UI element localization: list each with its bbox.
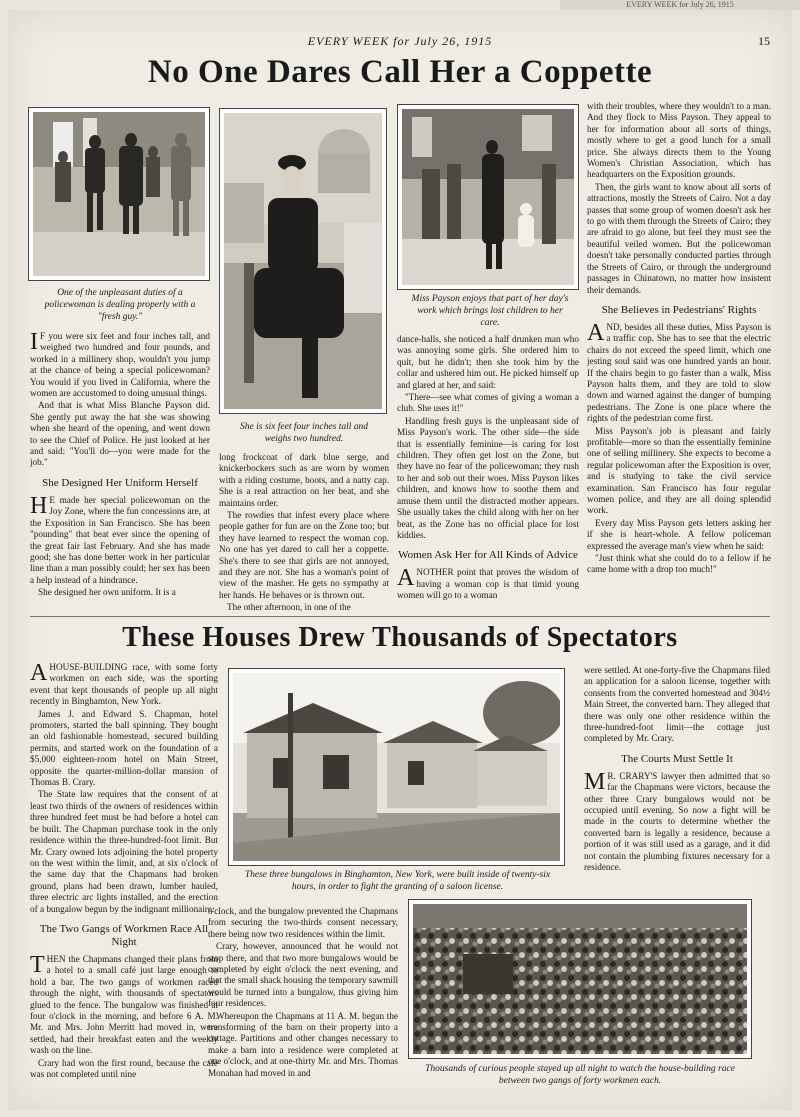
story1-headline: No One Dares Call Her a Coppette (147, 54, 653, 90)
paragraph: o'clock, and the bungalow prevented the Chapmans from securing the two-thirds consent necessary, there being now two residences within the limit. (208, 906, 398, 939)
paragraph: Then, the girls want to know about all sorts of attractions, mostly the Streets of Cairo. Not a day passes that some group of women doesn't ask her to go with them through the Streets of Cairo; they are afraid to go alone, but feel they must see the beautiful veiled women. But the policewoman doesn't take personally conducted parties through the Streets of Cairo, or through the underground passages in Chinatown, no matter how insistent their demands. (587, 181, 771, 295)
paragraph: dance-halls, she noticed a half drunken man who was annoying some girls. She ordered him to quit, but he didn't; then she took him by the collar and ushered him out. He picked himself up and glared at her, and said: (397, 334, 579, 390)
paragraph: with their troubles, where they wouldn't to a man. And they flock to Miss Payson. They appeal to her for information about all sorts of things, mostly where to get a good lunch for a small price. She always directs them to the Young Women's Christian Association, which has headquarters on the Exposition grounds. (587, 101, 771, 180)
caption-policewoman-seated: She is six feet four inches tall and weighs two hundred. (240, 422, 368, 444)
paragraph: James J. and Edward S. Chapman, hotel promoters, started the ball spinning. They bought an old fashionable homestead, secured building permits, and started work on the foundation of a $5,000 eighteen-room hotel on Main Street, opposite the quarter-million-dollar mansion of Thomas B. Crary. (30, 708, 218, 788)
subhead: She Believes in Pedestrians' Rights (601, 303, 757, 316)
paragraph: "There—see what comes of giving a woman a club. She uses it!" (397, 392, 579, 414)
paragraph: Miss Payson's job is pleasant and fairly profitable—more so than the essentially feminine one of selling millinery. She expects to become a regular policewoman after the Exposition is over, and is studying to take the civil service examination. San Francisco has four regular women police, and they are all doing splendid work. (587, 425, 771, 516)
subhead: She Designed Her Uniform Herself (42, 476, 198, 489)
story1-column-1 (30, 331, 210, 613)
caption-bungalows: These three bungalows in Binghamton, New York, were built inside of twenty-six hours, in order to fight the granting of a saloon license. (244, 870, 551, 892)
story1-column-4 (587, 101, 771, 613)
paragraph: E made her special policewoman on the Joy Zone, where the fun concessions are, at the Exposition in San Francisco. She has been "pounding" that beat ever since the opening of the great fair last February. And she has made good; she has done better work in her particular line than a man possibly could; her sex has been a help instead of a hindrance. (30, 494, 210, 585)
paragraph: Handling fresh guys is the unpleasant side of Miss Payson's work. The other side—the side that is essentially feminine—is caring for lost children. They often get lost on the Zone, but they have no fear of the policewoman; they rush to her and sob out their woes. Miss Payson likes children, and knows how to soothe them and amuse them until the distracted mother appears. She usually takes the child along with her on her beat, as the Zone has no official place for lost kiddies. (397, 415, 579, 540)
paragraph: She designed her own uniform. It is a (38, 587, 176, 598)
paragraph: "Just think what she could do to a fellow if he came home with a drop too much!" (587, 553, 771, 575)
caption-lost-child: Miss Payson enjoys that part of her day's work which brings lost children to her care. (411, 294, 569, 328)
paragraph: long frockcoat of dark blue serge, and knickerbockers such as are worn by women with a riding costume, boots, and a natty cap. She is a real attraction on her beat, and she maintains order. (219, 452, 389, 508)
dropcap: A (30, 662, 48, 686)
paragraph: ND, besides all these duties, Miss Payson is a traffic cop. She has to see that the electric chairs do not exceed the speed limit, which one jesting soul said was one hundred yards an hour. If the chairs begin to go faster than a walk, Miss Payson halts them, and they are told to slow down and warned against the danger of bumping pedestrians. The Zone is one place where the rights of the pedestrian come first. (587, 321, 771, 424)
photo-fresh-guy (28, 107, 210, 281)
paragraph: The other afternoon, in one of the (227, 602, 351, 613)
dropcap: M (584, 768, 606, 795)
story2-column-1 (30, 662, 218, 1100)
dropcap: A (397, 565, 415, 592)
subhead: The Two Gangs of Workmen Race All Night (39, 922, 209, 948)
running-head: EVERY WEEK for July 26, 1915 (307, 34, 493, 48)
photo-lost-child (397, 104, 579, 290)
story1-column-3 (397, 334, 579, 613)
paragraph: Crary had won the first round, because the café was not completed until nine (30, 1057, 218, 1079)
paragraph: Crary, however, announced that he would not stop there, and that two more bungalows would be completed by eight o'clock the next evening, and that the small shack housing the temporary sawmill would be turned into a bungalow, thus giving him four residences. (208, 941, 398, 1009)
dropcap: I (30, 331, 38, 355)
paragraph: Whereupon the Chapmans at 11 A. M. began the transforming of the barn on their property into a cottage. Partitions and other changes necessary to make a barn into a residence were completed at one o'clock, and at one-thirty Mr. and Mrs. Thomas Monahan had moved in and (208, 1010, 398, 1078)
story2-column-3 (584, 665, 770, 895)
paragraph: NOTHER point that proves the wisdom of having a woman cop is that timid young women will go to a woman (397, 567, 579, 601)
page-number: 15 (758, 34, 770, 48)
paragraph: F you were six feet and four inches tall, and weighed two hundred and four pounds, and worked in a millinery shop, wouldn't you jump at the chance of being a special policewoman? You would if you lived in California, where the women are accustomed to doing unusual things. (30, 331, 210, 399)
photo-policewoman-seated (219, 108, 387, 414)
story2-column-2 (208, 906, 398, 1100)
photo-spectators (408, 899, 752, 1059)
paragraph: HEN the Chapmans changed their plans from a hotel to a small café just large enough to hold a bar. The two gangs of workmen raced through the night, with thousands of spectators glued to the fence. The bungalow was finished at four o'clock in the morning, and before 6 A. M. Mr. and Mrs. John Merritt had moved in, were settled, had their breakfast eaten and the weekly wash on the line. (30, 953, 218, 1056)
paragraph: HOUSE-BUILDING race, with some forty workmen on each side, was the sporting event that kept thousands of people up all night recently in Binghamton, New York. (30, 662, 218, 707)
paragraph: The rowdies that infest every place where people gather for fun are on the Zone too; but they have learned to respect the woman cop. No one has yet dared to call her a coppette. She's there to see that girls are not annoyed, and they are not. She has a woman's point of view of the masher. He gets no sympathy at her hands. He behaves or is thrown out. (219, 510, 389, 600)
paragraph: And that is what Miss Blanche Payson did. She gently put away the hat she was showing when she heard of the opening, and went down to see the Chief of Police. He just looked at her and said: "You'll do—you were made for the job." (30, 400, 210, 468)
paragraph: R. CRARY'S lawyer then admitted that so far the Chapmans were victors, because the other three Crary bungalows would not be occupied until evening. So now a fight will be made in the courts to determine whether the converted barn is legally a residence, because a portion of it was still used as a garage, and it did not contain the plumbing fixtures necessary for a residence. (584, 770, 770, 873)
dropcap: A (587, 319, 605, 346)
paragraph: The State law requires that the consent of at least two thirds of the owners of residences within three hundred feet must be had before a hotel can be built. The Chapman purchase took in the only residence within the three-hundred-foot limit. But Mr. Crary owned lots adjoining the hotel property on the west within the limit, and, at six o'clock of the same day that the Chapmans had broken ground, plans had been drawn, lumber hauled, three electric arc lights installed, and the erection of a bungalow begun by the indignant millionaire. (30, 789, 218, 914)
subhead: The Courts Must Settle It (621, 752, 733, 765)
paragraph: Every day Miss Payson gets letters asking her if she is heart-whole. A fellow policeman expressed the average man's view when he said: (587, 517, 771, 551)
dropcap: T (30, 951, 45, 978)
paragraph: were settled. At one-forty-five the Chapmans filed an application for a saloon license, together with consents from the converted homestead and 304½ Main Street, the converted barn. They alleged that there was only one other residence within the three-hundred-foot limit—the cottage just completed by Mr. Crary. (584, 665, 770, 744)
top-edge-strip: EVERY WEEK for July 26, 1915 (560, 0, 800, 10)
story1-column-2 (219, 452, 389, 613)
caption-spectators: Thousands of curious people stayed up all night to watch the house-building race between two gangs of forty workmen each. (425, 1064, 735, 1086)
dropcap: H (30, 492, 48, 519)
photo-bungalows (228, 668, 565, 866)
section-divider (30, 616, 770, 617)
story2-headline: These Houses Drew Thousands of Spectators (122, 622, 678, 653)
subhead: Women Ask Her for All Kinds of Advice (398, 549, 578, 562)
caption-fresh-guy: One of the unpleasant duties of a policewoman is dealing properly with a "fresh guy." (44, 288, 196, 322)
